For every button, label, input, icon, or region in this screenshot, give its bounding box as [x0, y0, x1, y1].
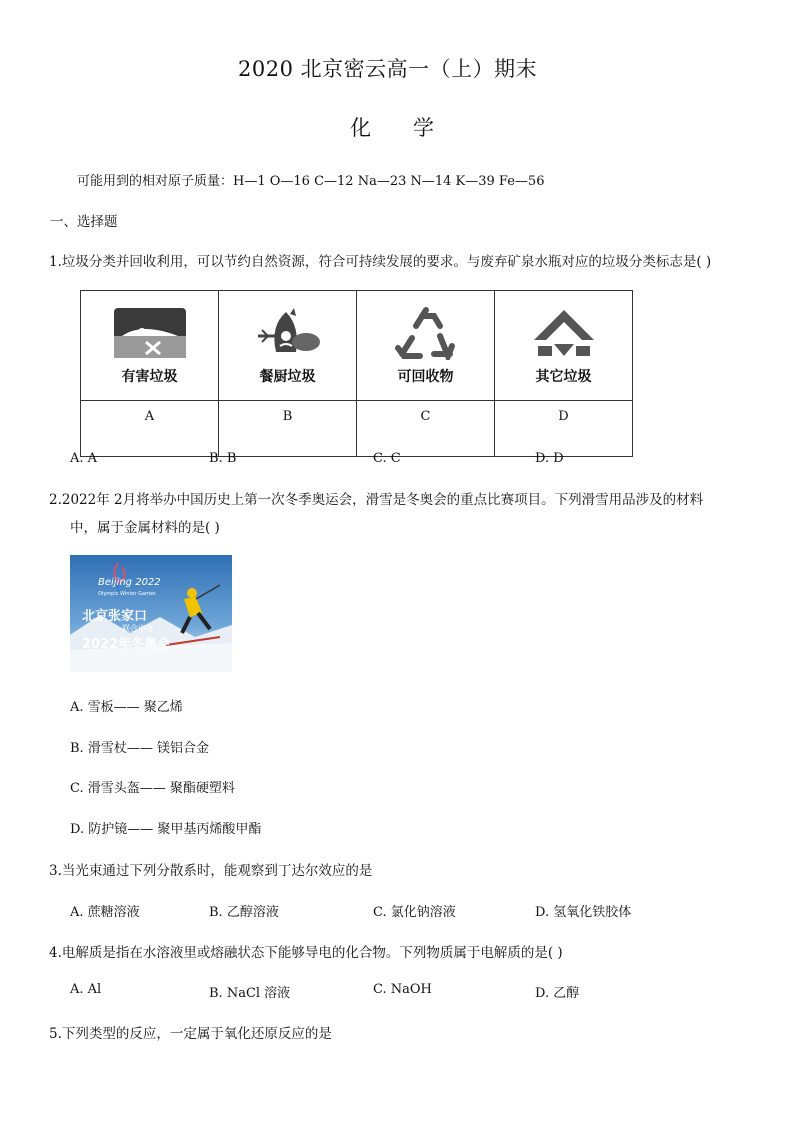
- photo-text-line3: 2022年冬奥会: [82, 637, 171, 652]
- section-heading: 一、选择题: [50, 214, 118, 230]
- kitchen-waste-icon: [250, 306, 326, 360]
- sign-letter-d: D: [495, 401, 633, 457]
- q2-option-c: C. 滑雪头盔—— 聚酯硬塑料: [70, 781, 235, 796]
- photo-logo-text: Beijing 2022: [98, 577, 161, 588]
- sign-cell-c: [357, 291, 495, 401]
- q2-option-b: B. 滑雪杖—— 镁铝合金: [70, 741, 209, 756]
- question-3-stem: 3.当光束通过下列分散系时，能观察到丁达尔效应的是: [49, 863, 373, 879]
- q4-option-c: C. NaOH: [373, 982, 432, 997]
- page-title: 2020 北京密云高一（上）期末: [238, 57, 538, 81]
- recyclable-icon: [388, 306, 464, 360]
- sign-letter-c: C: [357, 401, 495, 457]
- photo-text-line1: 北京张家口: [82, 609, 148, 624]
- q1-option-b: B. B: [209, 451, 237, 466]
- sign-cell-b: [219, 291, 357, 401]
- sign-label-c: 可回收物: [397, 368, 454, 385]
- q4-option-a: A. Al: [70, 982, 102, 997]
- sign-cell-d: [495, 291, 633, 401]
- q1-option-d: D. D: [535, 451, 564, 466]
- q3-option-a: A. 蔗糖溶液: [70, 905, 140, 920]
- question-5-stem: 5.下列类型的反应，一定属于氧化还原反应的是: [49, 1026, 332, 1042]
- q3-option-d: D. 氢氧化铁胶体: [535, 905, 632, 920]
- question-4-stem: 4.电解质是指在水溶液里或熔融状态下能够导电的化合物。下列物质属于电解质的是( ): [49, 945, 563, 961]
- question-2-stem-line2: 中，属于金属材料的是( ): [70, 520, 220, 536]
- sign-label-b: 餐厨垃圾: [259, 368, 316, 385]
- question-2-stem-line1: 2.2022年 2月将举办中国历史上第一次冬季奥运会，滑雪是冬奥会的重点比赛项目。下列滑雪用品涉及的材料: [49, 492, 704, 508]
- sign-label-d: 其它垃圾: [535, 368, 592, 385]
- sign-letter-b: B: [219, 401, 357, 457]
- photo-text-line2: 联合申办: [122, 624, 154, 633]
- q1-option-c: C. C: [373, 451, 401, 466]
- q2-option-a: A. 雪板—— 聚乙烯: [70, 700, 183, 715]
- atomic-masses-line: 可能用到的相对原子质量：H—1 O—16 C—12 Na—23 N—14 K—39 Fe—56: [77, 174, 545, 189]
- subject-title: 化 学: [350, 116, 434, 140]
- q2-option-d: D. 防护镜—— 聚甲基丙烯酸甲酯: [70, 822, 262, 837]
- sign-letter-a: A: [81, 401, 219, 457]
- q4-option-d: D. 乙醇: [535, 986, 580, 1001]
- q1-option-a: A. A: [70, 451, 98, 466]
- waste-sign-table: [80, 290, 633, 457]
- photo-logo-sub: Olympic Winter Games: [98, 591, 156, 597]
- hazardous-waste-icon: [112, 306, 188, 360]
- beijing-2022-ski-photo: [70, 555, 232, 672]
- q3-option-b: B. 乙醇溶液: [209, 905, 279, 920]
- q3-option-c: C. 氯化钠溶液: [373, 905, 456, 920]
- other-waste-icon: [526, 306, 602, 360]
- q4-option-b: B. NaCl 溶液: [209, 986, 291, 1001]
- question-1-stem: 1.垃圾分类并回收利用，可以节约自然资源，符合可持续发展的要求。与废弃矿泉水瓶对应的垃圾分类标志是( ): [49, 254, 712, 270]
- sign-label-a: 有害垃圾: [121, 368, 178, 385]
- sign-cell-a: [81, 291, 219, 401]
